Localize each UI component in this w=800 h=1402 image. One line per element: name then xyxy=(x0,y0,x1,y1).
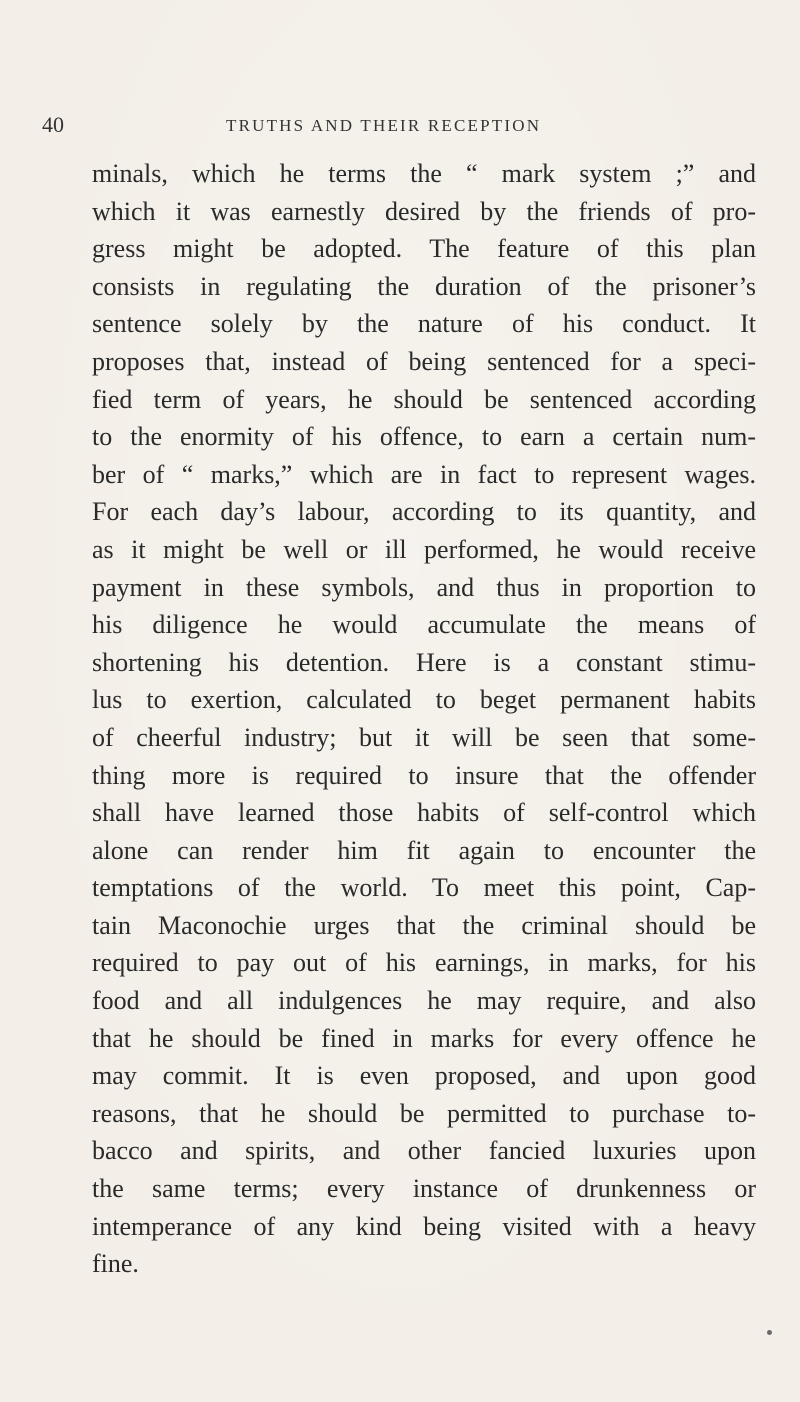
text-line: may commit. It is even proposed, and upon good xyxy=(92,1061,756,1091)
text-line: sentence solely by the nature of his conduct. It xyxy=(92,309,756,339)
text-line: payment in these symbols, and thus in proportion to xyxy=(92,572,756,602)
text-line: as it might be well or ill performed, he would receive xyxy=(92,534,756,564)
text-line: his diligence he would accumulate the means of xyxy=(92,610,756,640)
text-line: alone can render him fit again to encounter the xyxy=(92,835,756,865)
page-header xyxy=(0,112,800,142)
text-line: For each day’s labour, according to its quantity, and xyxy=(92,497,756,527)
text-line: proposes that, instead of being sentenced for a speci- xyxy=(92,346,756,376)
running-head: TRUTHS AND THEIR RECEPTION xyxy=(226,116,542,135)
text-line: lus to exertion, calculated to beget permanent habits xyxy=(92,685,756,715)
text-line: the same terms; every instance of drunkenness or xyxy=(92,1174,756,1204)
text-line: of cheerful industry; but it will be seen that some- xyxy=(92,722,756,752)
text-line: temptations of the world. To meet this point, Cap- xyxy=(92,873,756,903)
text-line: which it was earnestly desired by the friends of pro- xyxy=(92,196,756,226)
text-line: thing more is required to insure that the offender xyxy=(92,760,756,790)
text-line: ber of “ marks,” which are in fact to represent wages. xyxy=(92,459,756,489)
text-line: reasons, that he should be permitted to purchase to- xyxy=(92,1098,756,1128)
text-line: tain Maconochie urges that the criminal should be xyxy=(92,910,756,940)
text-line: fied term of years, he should be sentenced according xyxy=(92,384,756,414)
text-line: shortening his detention. Here is a constant stimu- xyxy=(92,647,756,677)
text-line: fine. xyxy=(92,1249,139,1279)
text-line: food and all indulgences he may require, and also xyxy=(92,986,756,1016)
text-line: gress might be adopted. The feature of this plan xyxy=(92,234,756,264)
text-line: required to pay out of his earnings, in marks, for his xyxy=(92,948,756,978)
text-line: minals, which he terms the “ mark system ;” and xyxy=(92,159,756,188)
page-number: 40 xyxy=(42,112,64,137)
text-line: consists in regulating the duration of the prisoner’s xyxy=(92,271,756,301)
body-text xyxy=(92,155,756,1283)
text-line: intemperance of any kind being visited with a heavy xyxy=(92,1211,756,1241)
text-line: bacco and spirits, and other fancied luxuries upon xyxy=(92,1136,756,1166)
text-line: to the enormity of his offence, to earn a certain num- xyxy=(92,422,756,452)
ink-speck xyxy=(767,1330,772,1335)
text-line: that he should be fined in marks for every offence he xyxy=(92,1023,756,1053)
text-line: shall have learned those habits of self-control which xyxy=(92,798,756,828)
